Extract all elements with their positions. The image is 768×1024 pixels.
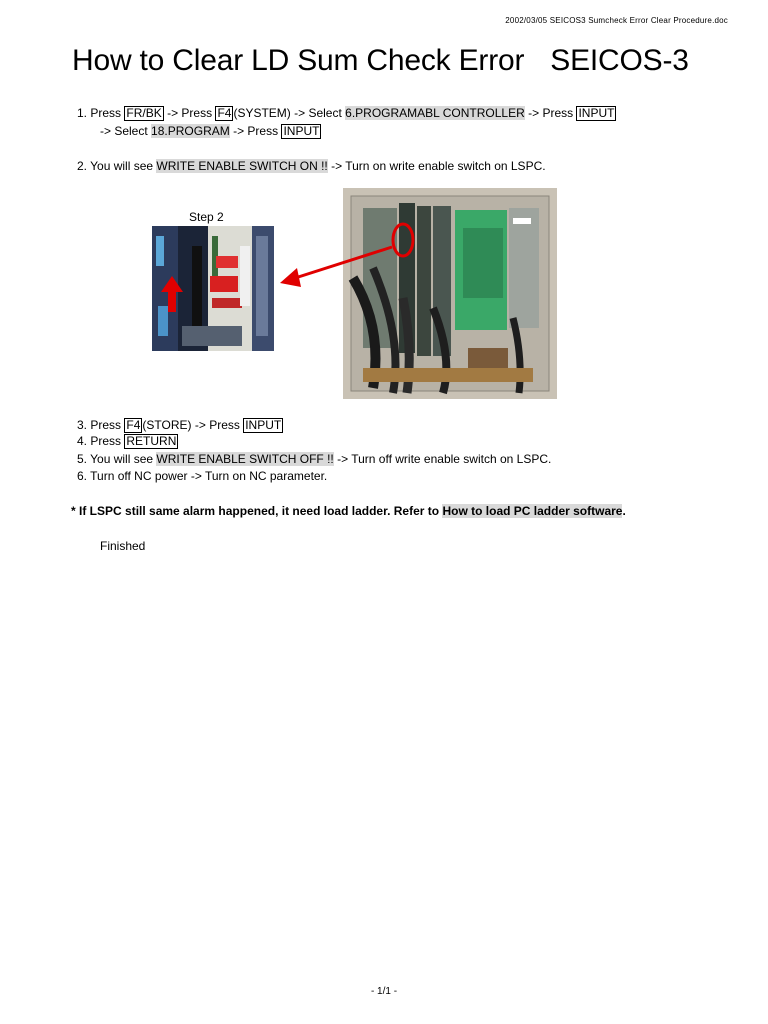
key-fr-bk: FR/BK bbox=[126, 106, 162, 120]
page-title bbox=[72, 44, 689, 78]
key-return: RETURN bbox=[126, 434, 177, 448]
step-number: 3. bbox=[77, 418, 88, 432]
pointer-arrow-head bbox=[280, 268, 301, 287]
title-product: SEICOS-3 bbox=[550, 44, 689, 77]
step-number: 6. bbox=[77, 469, 88, 483]
reference-link-ladder-software[interactable]: How to load PC ladder software bbox=[442, 504, 623, 518]
highlight-program: 18.PROGRAM bbox=[151, 124, 230, 138]
document-header-meta: 2002/03/05 SEICOS3 Sumcheck Error Clear Procedure.doc bbox=[505, 16, 728, 25]
step-number: 4. bbox=[77, 434, 88, 448]
key-f4: F4 bbox=[126, 418, 141, 432]
step-number: 1. bbox=[77, 106, 88, 120]
key-input: INPUT bbox=[245, 418, 282, 432]
step-number: 5. bbox=[77, 452, 88, 466]
step-1-continued: -> Select 18.PROGRAM -> Press INPUT bbox=[100, 124, 320, 138]
step-5: 5. You will see WRITE ENABLE SWITCH OFF !! -> Turn off write enable switch on LSPC. bbox=[77, 452, 552, 466]
lspc-cabinet-photo bbox=[343, 188, 557, 399]
key-input: INPUT bbox=[578, 106, 615, 120]
step-2: 2. You will see WRITE ENABLE SWITCH ON !! -> Turn on write enable switch on LSPC. bbox=[77, 159, 546, 173]
title-main: How to Clear LD Sum Check Error bbox=[72, 44, 525, 77]
key-f4: F4 bbox=[217, 106, 232, 120]
note-star: * bbox=[71, 504, 76, 518]
step-3: 3. Press F4 (STORE) -> Press INPUT bbox=[77, 418, 282, 432]
page-number: - 1/1 - bbox=[370, 986, 398, 997]
highlight-programmable-controller: 6.PROGRAMABL CONTROLLER bbox=[345, 106, 525, 120]
highlight-write-enable-on: WRITE ENABLE SWITCH ON !! bbox=[156, 159, 328, 173]
finished-label: Finished bbox=[100, 539, 146, 553]
highlight-write-enable-off: WRITE ENABLE SWITCH OFF !! bbox=[156, 452, 334, 466]
figure-step-label: Step 2 bbox=[189, 210, 224, 224]
key-input: INPUT bbox=[283, 124, 320, 138]
step-6: 6. Turn off NC power -> Turn on NC parameter. bbox=[77, 469, 328, 483]
step-number: 2. bbox=[77, 159, 88, 173]
step-1: 1. Press FR/BK -> Press F4 (SYSTEM) -> Select 6.PROGRAMABL CONTROLLER -> Press INPUT bbox=[77, 106, 615, 120]
note-line: * If LSPC still same alarm happened, it need load ladder. Refer to How to load PC ladder software. bbox=[71, 504, 626, 518]
switch-closeup-photo bbox=[152, 226, 274, 351]
step-4: 4. Press RETURN bbox=[77, 434, 177, 448]
